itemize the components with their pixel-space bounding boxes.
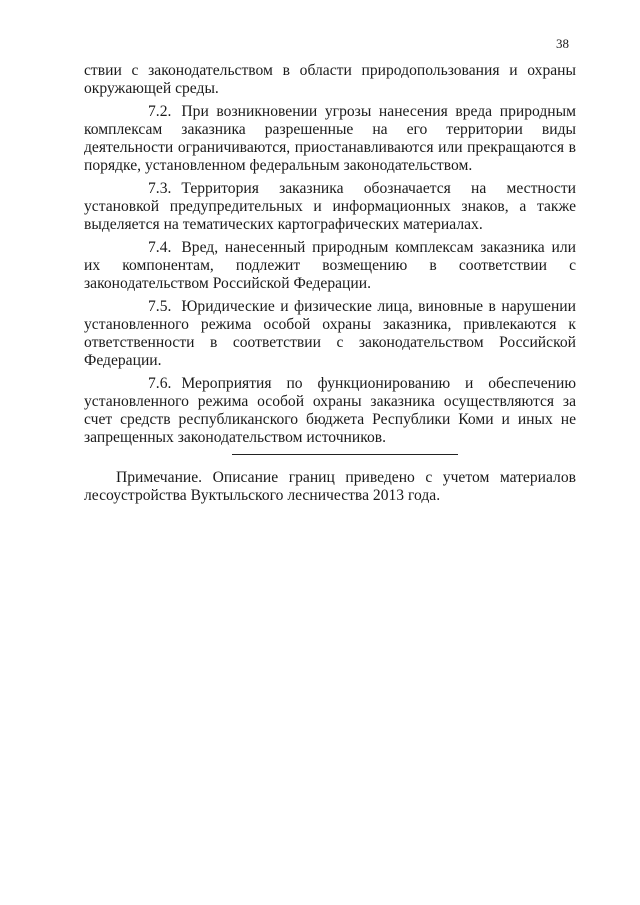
end-divider [232, 454, 458, 455]
clause-text: Территория заказника обозначается на местности установкой предупредительных и информационных знаков, а также выделяется на тематических картографических материалах. [84, 180, 576, 233]
clause-number: 7.2. [148, 103, 172, 120]
clause-number: 7.6. [148, 375, 172, 392]
paragraph-7-5 [84, 298, 576, 370]
page-number: 38 [556, 36, 569, 51]
clause-number: 7.5. [148, 298, 172, 315]
paragraph-7-6 [84, 375, 576, 447]
clause-text: Мероприятия по функционированию и обеспечению установленного режима особой охраны заказника осуществляются за счет средств республиканского бюджета Республики Коми и иных не запрещенных законодательством источников. [84, 375, 576, 446]
clause-text: При возникновении угрозы нанесения вреда природным комплексам заказника разрешенные на его территории виды деятельности ограничиваются, приостанавливаются или прекращаются в порядке, установленном федеральным законодательством. [84, 103, 576, 174]
note-paragraph: Примечание. Описание границ приведено с учетом материалов лесоустройства Вуктыльского лесничества 2013 года. [84, 469, 576, 504]
clause-text: Вред, нанесенный природным комплексам заказника или их компонентам, подлежит возмещению в соответствии с законодательством Российской Федерации. [84, 239, 576, 292]
paragraph-7-2 [84, 103, 576, 175]
paragraph-intro: ствии с законодательством в области природопользования и охраны окружающей среды. [84, 62, 576, 97]
paragraph-7-4 [84, 239, 576, 293]
clause-number: 7.4. [148, 239, 172, 256]
clause-number: 7.3. [148, 180, 172, 197]
paragraph-7-3 [84, 180, 576, 234]
document-body [84, 62, 576, 510]
clause-text: Юридические и физические лица, виновные в нарушении установленного режима особой охраны заказника, привлекаются к ответственности в соответствии с законодательством Российской Федерации. [84, 298, 576, 369]
